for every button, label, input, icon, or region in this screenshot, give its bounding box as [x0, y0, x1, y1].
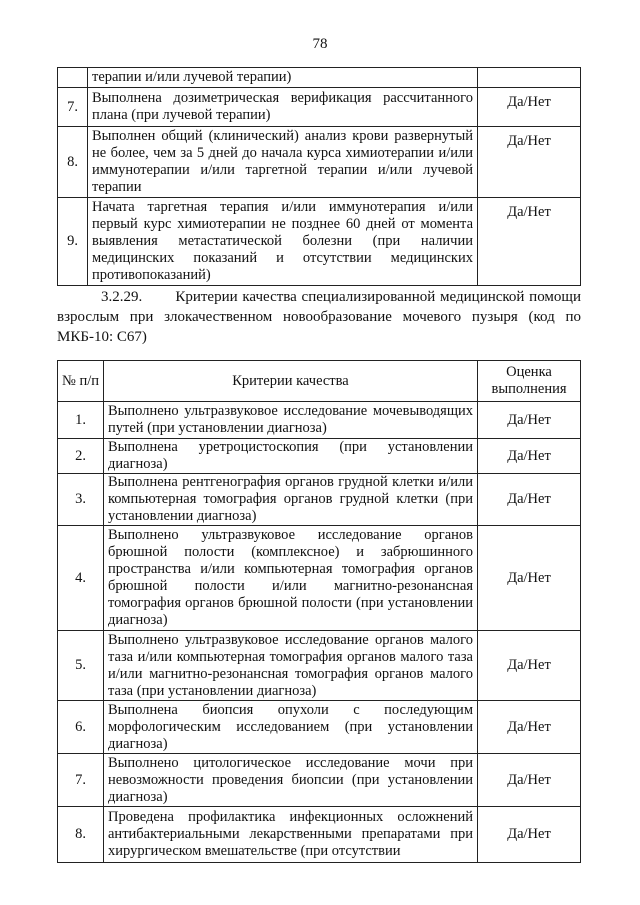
table-row	[58, 127, 581, 198]
grade-cell	[478, 68, 581, 88]
section-title: Критерии качества специализированной медицинской помощи взрослым при злокачественном новообразование мочевого пузыря (код по МКБ-10: C67)	[57, 289, 581, 345]
grade-cell: Да/Нет	[478, 631, 581, 701]
row-number: 9.	[58, 198, 88, 286]
table-row	[58, 439, 581, 474]
row-number: 7.	[58, 754, 104, 807]
grade-cell: Да/Нет	[478, 127, 581, 198]
row-number: 3.	[58, 474, 104, 526]
section-heading	[57, 287, 581, 347]
row-number: 2.	[58, 439, 104, 474]
criterion-text: Проведена профилактика инфекционных осложнений антибактериальными лекарственными препаратами при хирургическом вмешательстве (при отсутствии	[104, 807, 478, 863]
table-row	[58, 807, 581, 863]
header-criterion: Критерии качества	[104, 361, 478, 402]
row-number: 1.	[58, 402, 104, 439]
grade-cell: Да/Нет	[478, 402, 581, 439]
table-header-row	[58, 361, 581, 402]
grade-cell: Да/Нет	[478, 439, 581, 474]
table-row	[58, 526, 581, 631]
grade-cell: Да/Нет	[478, 526, 581, 631]
row-number: 7.	[58, 88, 88, 127]
table-row	[58, 474, 581, 526]
grade-cell: Да/Нет	[478, 807, 581, 863]
row-number: 6.	[58, 701, 104, 754]
criterion-text: терапии и/или лучевой терапии)	[88, 68, 478, 88]
row-number: 8.	[58, 127, 88, 198]
row-number: 8.	[58, 807, 104, 863]
criteria-table-continued	[57, 67, 581, 286]
table-row	[58, 754, 581, 807]
grade-cell: Да/Нет	[478, 754, 581, 807]
header-grade: Оценка выполнения	[478, 361, 581, 402]
section-number: 3.2.29.	[101, 289, 143, 305]
page-number: 78	[312, 36, 328, 52]
grade-cell: Да/Нет	[478, 198, 581, 286]
grade-cell: Да/Нет	[478, 701, 581, 754]
criterion-text: Выполнено цитологическое исследование мочи при невозможности проведения биопсии (при установлении диагноза)	[104, 754, 478, 807]
grade-cell: Да/Нет	[478, 474, 581, 526]
criterion-text: Выполнено ультразвуковое исследование мочевыводящих путей (при установлении диагноза)	[104, 402, 478, 439]
criterion-text: Выполнен общий (клинический) анализ крови развернутый не более, чем за 5 дней до начала курса химиотерапии и/или иммунотерапии и/или таргетной терапии и/или лучевой терапии	[88, 127, 478, 198]
table-row	[58, 402, 581, 439]
criterion-text: Выполнена дозиметрическая верификация рассчитанного плана (при лучевой терапии)	[88, 88, 478, 127]
criterion-text: Выполнено ультразвуковое исследование органов брюшной полости (комплексное) и забрюшинного пространства и/или компьютерная томография органов брюшной полости и/или магнитно-резонансная томография органов брюшной полости (при установлении диагноза)	[104, 526, 478, 631]
criterion-text: Выполнена биопсия опухоли с последующим морфологическим исследованием (при установлении диагноза)	[104, 701, 478, 754]
table-row	[58, 198, 581, 286]
table-row	[58, 68, 581, 88]
criterion-text: Начата таргетная терапия и/или иммунотерапия и/или первый курс химиотерапии не позднее 60 дней от момента выявления метастатической болезни (при наличии медицинских показаний и отсутствии медицинских противопоказаний)	[88, 198, 478, 286]
row-number	[58, 68, 88, 88]
grade-cell: Да/Нет	[478, 88, 581, 127]
row-number: 5.	[58, 631, 104, 701]
header-number: № п/п	[58, 361, 104, 402]
criterion-text: Выполнена уретроцистоскопия (при установлении диагноза)	[104, 439, 478, 474]
row-number: 4.	[58, 526, 104, 631]
quality-criteria-table	[57, 360, 581, 863]
table-row	[58, 701, 581, 754]
table-row	[58, 631, 581, 701]
criterion-text: Выполнена рентгенография органов грудной клетки и/или компьютерная томография органов грудной клетки (при установлении диагноза)	[104, 474, 478, 526]
criterion-text: Выполнено ультразвуковое исследование органов малого таза и/или компьютерная томография органов малого таза и/или магнитно-резонансная томография органов малого таза (при установлении диагноза)	[104, 631, 478, 701]
table-row	[58, 88, 581, 127]
